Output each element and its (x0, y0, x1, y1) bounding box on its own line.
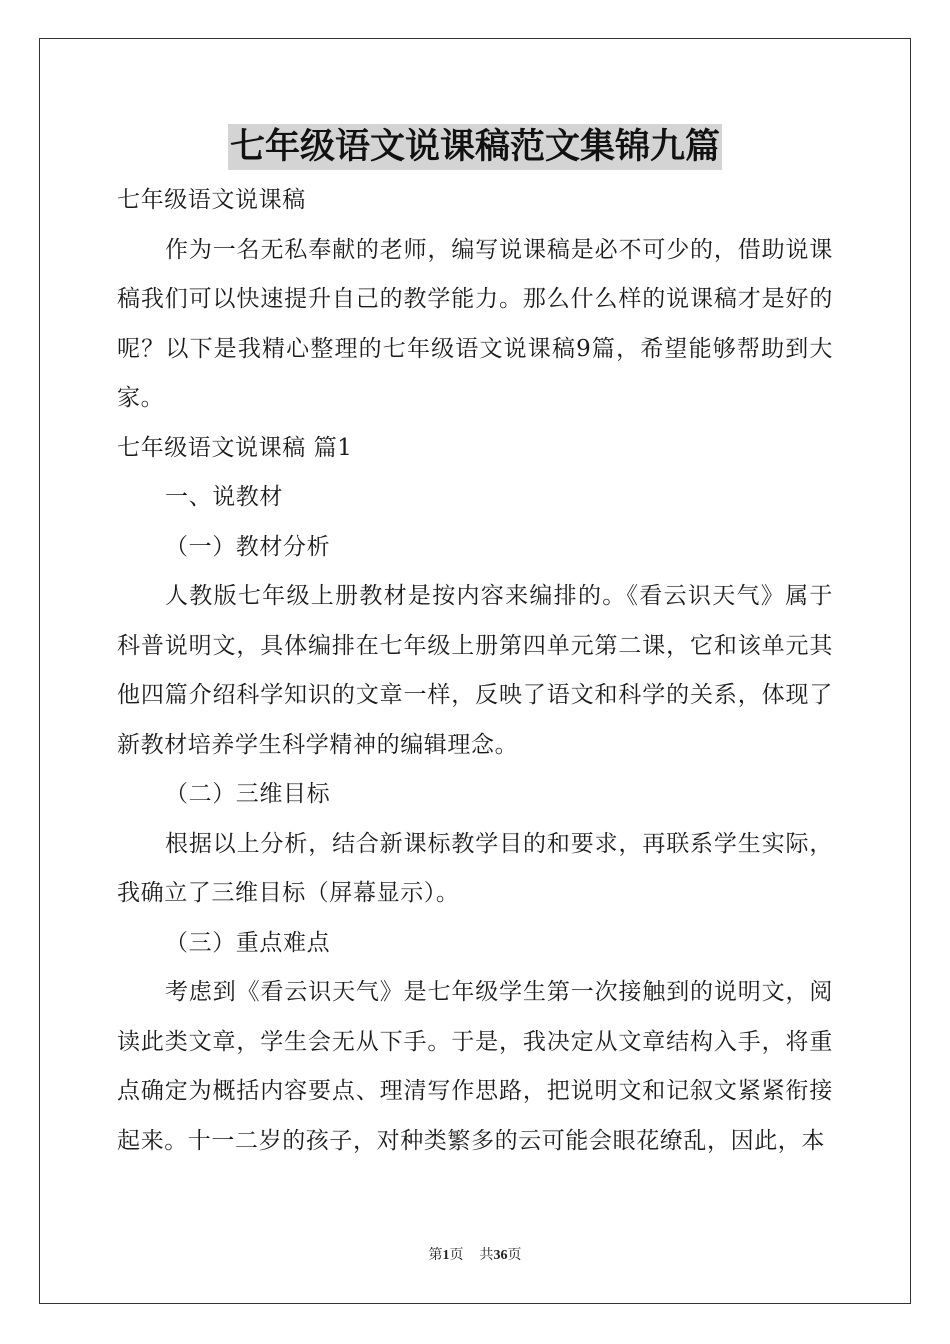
paragraph: 考虑到《看云识天气》是七年级学生第一次接触到的说明文，阅读此类文章，学生会无从下手。于是，我决定从文章结构入手，将重点确定为概括内容要点、理清写作思路，把说明文和记叙文紧紧衔接起来。十一二岁的孩子，对种类繁多的云可能会眼花缭乱，因此，本 (117, 979, 833, 1154)
page-number: 1 (442, 1248, 450, 1263)
subsection-heading: （二）三维目标 (165, 781, 331, 807)
total-prefix: 共 (479, 1248, 494, 1263)
total-pages: 36 (493, 1248, 508, 1263)
subsection-heading: （三）重点难点 (165, 929, 331, 956)
page-footer (0, 1244, 950, 1264)
paragraph: 人教版七年级上册教材是按内容来编排的。《看云识天气》属于科普说明文，具体编排在七年级上册第四单元第二课，它和该单元其他四篇介绍科学知识的文章一样，反映了语文和科学的关系，体现了新教材培养学生科学精神的编辑理念。 (117, 583, 833, 758)
paragraph: 作为一名无私奉献的老师，编写说课稿是必不可少的，借助说课稿我们可以快速提升自己的教学能力。那么什么样的说课稿才是好的呢？以下是我精心整理的七年级语文说课稿9篇，希望能够帮助到大家。 (117, 236, 833, 411)
title-container (0, 124, 950, 170)
document-title: 七年级语文说课稿范文集锦九篇 (228, 124, 722, 170)
subsection-heading: 一、说教材 (165, 484, 283, 510)
subsection-heading: （一）教材分析 (165, 533, 331, 560)
document-body (117, 176, 833, 1166)
page-prefix: 第 (428, 1248, 443, 1263)
total-suffix: 页 (507, 1248, 522, 1263)
paragraph: 七年级语文说课稿 (117, 187, 306, 213)
page-suffix: 页 (449, 1248, 464, 1263)
paragraph: 根据以上分析，结合新课标教学目的和要求，再联系学生实际，我确立了三维目标（屏幕显示）。 (117, 830, 833, 906)
section-heading: 七年级语文说课稿 篇1 (117, 434, 353, 461)
